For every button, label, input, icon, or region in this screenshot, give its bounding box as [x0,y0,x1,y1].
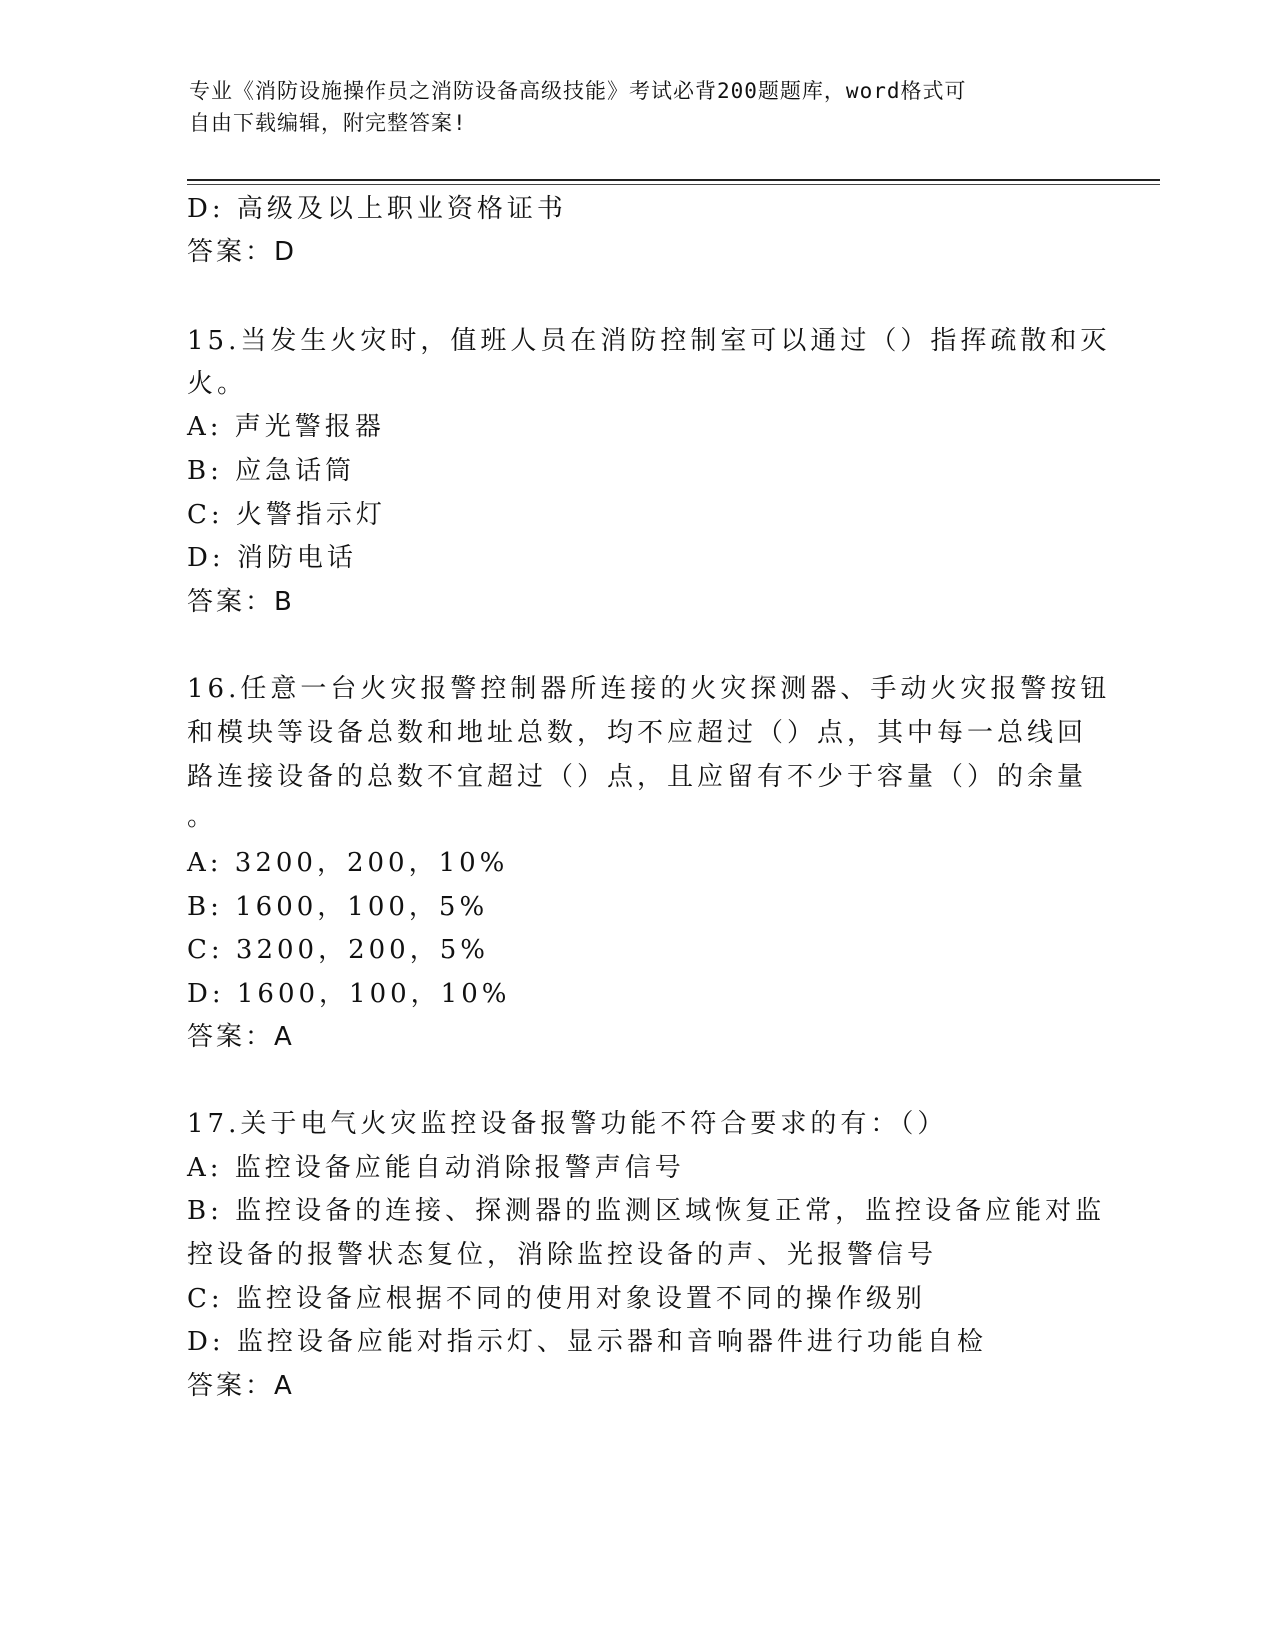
q16-stem-line-2: 和模块等设备总数和地址总数，均不应超过（）点，其中每一总线回 [187,718,1088,748]
header-rule-thick [187,179,1160,181]
q15-answer: 答案：B [187,587,295,617]
q16-stem-line-1: 16.任意一台火灾报警控制器所连接的火灾探测器、手动火灾报警按钮 [187,674,1111,704]
q16-stem-line-3: 路连接设备的总数不宜超过（）点，且应留有不少于容量（）的余量 [187,762,1088,792]
q17-answer: 答案：A [187,1371,295,1401]
q17-option-c: C: 监控设备应根据不同的使用对象设置不同的操作级别 [187,1284,926,1314]
q15-option-d: D: 消防电话 [187,543,357,573]
q17-option-b-line-1: B: 监控设备的连接、探测器的监测区域恢复正常，监控设备应能对监 [187,1196,1106,1226]
q16-answer: 答案：A [187,1022,295,1052]
header-line-2: 自由下载编辑，附完整答案! [189,111,467,135]
q16-option-c: C: 3200，200，5% [187,935,489,965]
q15-stem-line-2: 火。 [187,369,248,399]
q17-stem-line-1: 17.关于电气火灾监控设备报警功能不符合要求的有：（） [187,1109,948,1139]
q15-option-a: A: 声光警报器 [187,412,385,442]
q16-option-b: B: 1600，100，5% [187,892,489,922]
header-line-1: 专业《消防设施操作员之消防设备高级技能》考试必背200题题库，word格式可 [189,79,967,103]
q15-stem-line-1: 15.当发生火灾时，值班人员在消防控制室可以通过（）指挥疏散和灭 [187,326,1111,356]
q17-option-d: D: 监控设备应能对指示灯、显示器和音响器件进行功能自检 [187,1327,987,1357]
prev-option-d: D: 高级及以上职业资格证书 [187,194,567,224]
q16-option-a: A: 3200，200，10% [187,848,509,878]
q16-stem-line-4: 。 [187,802,218,832]
q16-option-d: D: 1600，100，10% [187,979,511,1009]
q17-option-b-line-2: 控设备的报警状态复位，消除监控设备的声、光报警信号 [187,1240,938,1270]
q17-option-a: A: 监控设备应能自动消除报警声信号 [187,1153,685,1183]
q15-option-c: C: 火警指示灯 [187,500,386,530]
q15-option-b: B: 应急话筒 [187,456,356,486]
header-rule-thin [187,184,1160,185]
page-header [189,75,1069,139]
prev-answer: 答案：D [187,237,298,267]
